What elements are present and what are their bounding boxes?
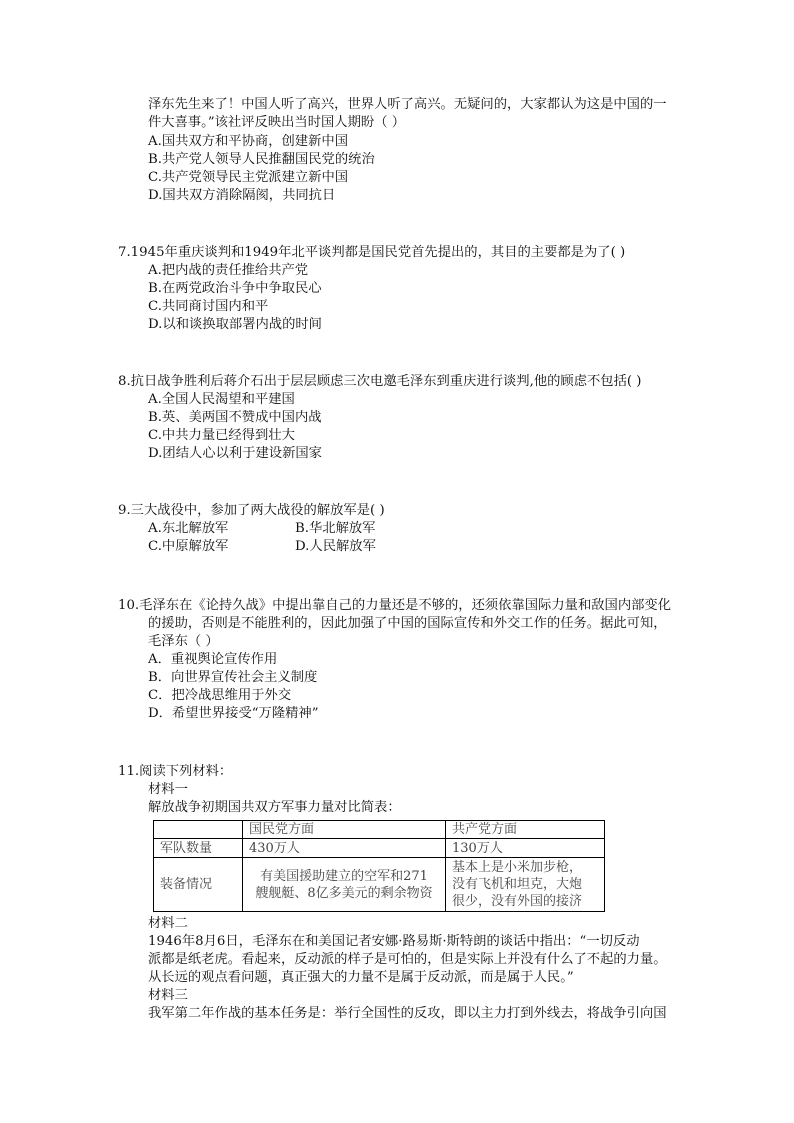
table-row-army [154, 839, 605, 858]
material-2-line-3: 从长远的观点看问题，真正强大的力量不是属于反动派，而是属于人民。” [148, 970, 574, 985]
q8-option-a: A.全国人民渴望和平建国 [148, 392, 295, 407]
q8-option-b: B.英、美两国不赞成中国内战 [148, 410, 322, 425]
cell-kmt-army-size: 430万人 [243, 839, 446, 858]
material-3-title: 材料三 [148, 988, 188, 1003]
header-ccp: 共产党方面 [446, 821, 605, 839]
row-label-equipment: 装备情况 [154, 858, 243, 912]
material-2-line-1: 1946年8月6日，毛泽东在和美国记者安娜·路易斯·斯特朗的谈话中指出：“一切反动 [148, 934, 640, 949]
q7-option-b: B.在两党政治斗争中争取民心 [148, 281, 322, 296]
cell-kmt-equipment [243, 858, 446, 912]
q11-stem: 11.阅读下列材料： [118, 764, 233, 779]
material-1-caption: 解放战争初期国共双方军事力量对比简表： [148, 800, 401, 815]
q10-stem-line-3: 毛泽东（ ） [148, 634, 219, 649]
q9-stem: 9.三大战役中，参加了两大战役的解放军是( ) [118, 503, 385, 518]
material-2-title: 材料二 [148, 916, 188, 931]
cell-ccp-equipment-line-3: 很少，没有外国的接济 [452, 894, 583, 909]
cell-kmt-equipment-line-2: 艘舰艇、8亿多美元的剩余物资 [255, 885, 433, 901]
q8-stem: 8.抗日战争胜利后蒋介石出于层层顾虑三次电邀毛泽东到重庆进行谈判,他的顾虑不包括( ) [118, 374, 642, 389]
q10-option-d: D．希望世界接受“万隆精神” [148, 706, 319, 721]
q8-option-c: C.中共力量已经得到壮大 [148, 428, 295, 443]
cell-ccp-equipment-line-2: 没有飞机和坦克，大炮 [452, 877, 583, 892]
q10-option-c: C．把冷战思维用于外交 [148, 688, 292, 703]
header-kmt: 国民党方面 [243, 821, 446, 839]
q6-option-b: B.共产党人领导人民推翻国民党的统治 [148, 152, 375, 167]
table-corner-cell [154, 821, 243, 839]
table-header-row [154, 821, 605, 839]
q8-option-d: D.团结人心以利于建设新国家 [148, 446, 322, 461]
table-row-equipment [154, 858, 605, 912]
q7-option-d: D.以和谈换取部署内战的时间 [148, 317, 322, 332]
cell-ccp-equipment-line-1: 基本上是小米加步枪， [452, 860, 583, 875]
row-label-army-size: 军队数量 [154, 839, 243, 858]
q9-option-a: A.东北解放军 [148, 521, 229, 536]
cell-kmt-equipment-line-1: 有美国援助建立的空军和271 [260, 868, 428, 884]
q10-option-b: B．向世界宣传社会主义制度 [148, 670, 318, 685]
q10-option-a: A．重视舆论宣传作用 [148, 652, 278, 667]
q7-stem: 7.1945年重庆谈判和1949年北平谈判都是国民党首先提出的，其目的主要都是为了( ) [118, 245, 626, 260]
q6-option-c: C.共产党领导民主党派建立新中国 [148, 170, 349, 185]
q10-stem-line-2: 的援助，否则是不能胜利的，因此加强了中国的国际宣传和外交工作的任务。据此可知， [148, 616, 667, 631]
q9-option-c: C.中原解放军 [148, 539, 229, 554]
q10-stem-line-1: 10.毛泽东在《论持久战》中提出靠自己的力量还是不够的，还须依靠国际力量和敌国内部变化 [118, 598, 672, 613]
q6-option-a: A.国共双方和平协商，创建新中国 [148, 134, 348, 149]
material-3-line-1: 我军第二年作战的基本任务是：举行全国性的反攻，即以主力打到外线去，将战争引向国 [148, 1006, 667, 1021]
q6-stem-line-2: 件大喜事。”该社评反映出当时国人期盼（ ） [148, 115, 406, 130]
q7-option-a: A.把内战的责任推给共产党 [148, 263, 309, 278]
cell-ccp-army-size: 130万人 [446, 839, 605, 858]
q6-stem-line-1: 泽东先生来了！中国人听了高兴，世界人听了高兴。无疑问的，大家都认为这是中国的一 [148, 97, 667, 112]
q9-option-b: B.华北解放军 [295, 521, 376, 536]
q6-option-d: D.国共双方消除隔阂，共同抗日 [148, 188, 336, 203]
q9-option-d: D.人民解放军 [295, 539, 376, 554]
q7-option-c: C.共同商讨国内和平 [148, 299, 269, 314]
material-1-title: 材料一 [148, 782, 188, 797]
material-2-line-2: 派都是纸老虎。看起来，反动派的样子是可怕的，但是实际上并没有什么了不起的力量。 [148, 952, 667, 967]
cell-ccp-equipment [446, 858, 605, 912]
military-comparison-table [153, 820, 605, 912]
